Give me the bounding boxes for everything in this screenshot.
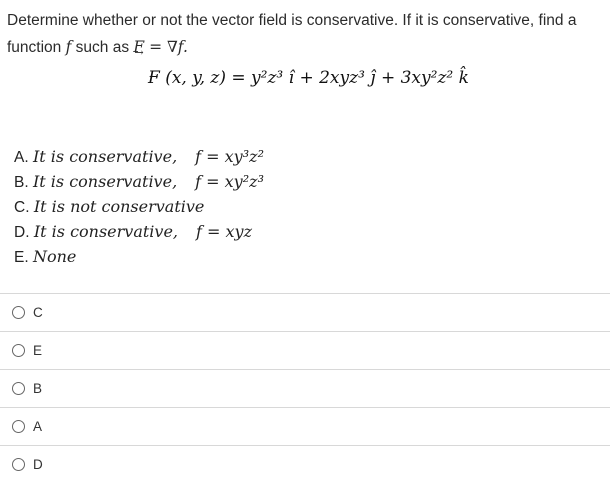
- option-text: None: [32, 247, 77, 266]
- radio-button[interactable]: [12, 344, 25, 357]
- option-letter: D.: [14, 224, 34, 241]
- choice-label: B: [33, 381, 43, 396]
- radio-button[interactable]: [12, 306, 25, 319]
- option-d: [14, 220, 264, 245]
- option-text: It is not conservative: [33, 197, 205, 216]
- equation-rhs: y²z³ î + 2xyz³ ĵ + 3xy²z² k̂: [251, 68, 469, 88]
- option-letter: E.: [14, 249, 33, 266]
- choice-d[interactable]: [0, 445, 610, 483]
- option-letter: C.: [14, 199, 34, 216]
- answer-choices: [0, 293, 610, 483]
- choice-label: C: [33, 305, 43, 320]
- radio-button[interactable]: [12, 382, 25, 395]
- option-e: [14, 245, 264, 270]
- option-letter: B.: [14, 174, 33, 191]
- question-line-2: [7, 34, 607, 61]
- choice-b[interactable]: [0, 369, 610, 407]
- question-line-1: Determine whether or not the vector field is conservative. If it is conservative, find a: [7, 12, 577, 29]
- gradient-equation: F = ∇f.: [133, 38, 188, 56]
- question-line-2-prefix: function: [7, 39, 66, 56]
- question-line-2-mid: such as: [71, 39, 134, 56]
- option-letter: A.: [14, 149, 33, 166]
- choice-label: A: [33, 419, 43, 434]
- question-text: [7, 7, 607, 61]
- option-text: It is conservative,: [32, 172, 178, 191]
- option-formula: f = xy²z³: [195, 172, 264, 191]
- option-formula: f = xy³z²: [195, 147, 264, 166]
- option-formula: f = xyz: [196, 222, 253, 241]
- option-c: [14, 195, 264, 220]
- function-symbol: f: [65, 38, 72, 56]
- choice-label: E: [33, 343, 43, 358]
- radio-button[interactable]: [12, 458, 25, 471]
- choice-a[interactable]: [0, 407, 610, 445]
- choice-e[interactable]: [0, 331, 610, 369]
- option-text: It is conservative,: [32, 147, 178, 166]
- option-a: [14, 145, 264, 170]
- choice-label: D: [33, 457, 43, 472]
- option-text: It is conservative,: [33, 222, 179, 241]
- answer-options: [14, 145, 264, 270]
- vector-field-equation: [148, 68, 469, 88]
- radio-button[interactable]: [12, 420, 25, 433]
- equation-lhs: F (x, y, z) =: [148, 68, 252, 88]
- option-b: [14, 170, 264, 195]
- choice-c[interactable]: [0, 293, 610, 331]
